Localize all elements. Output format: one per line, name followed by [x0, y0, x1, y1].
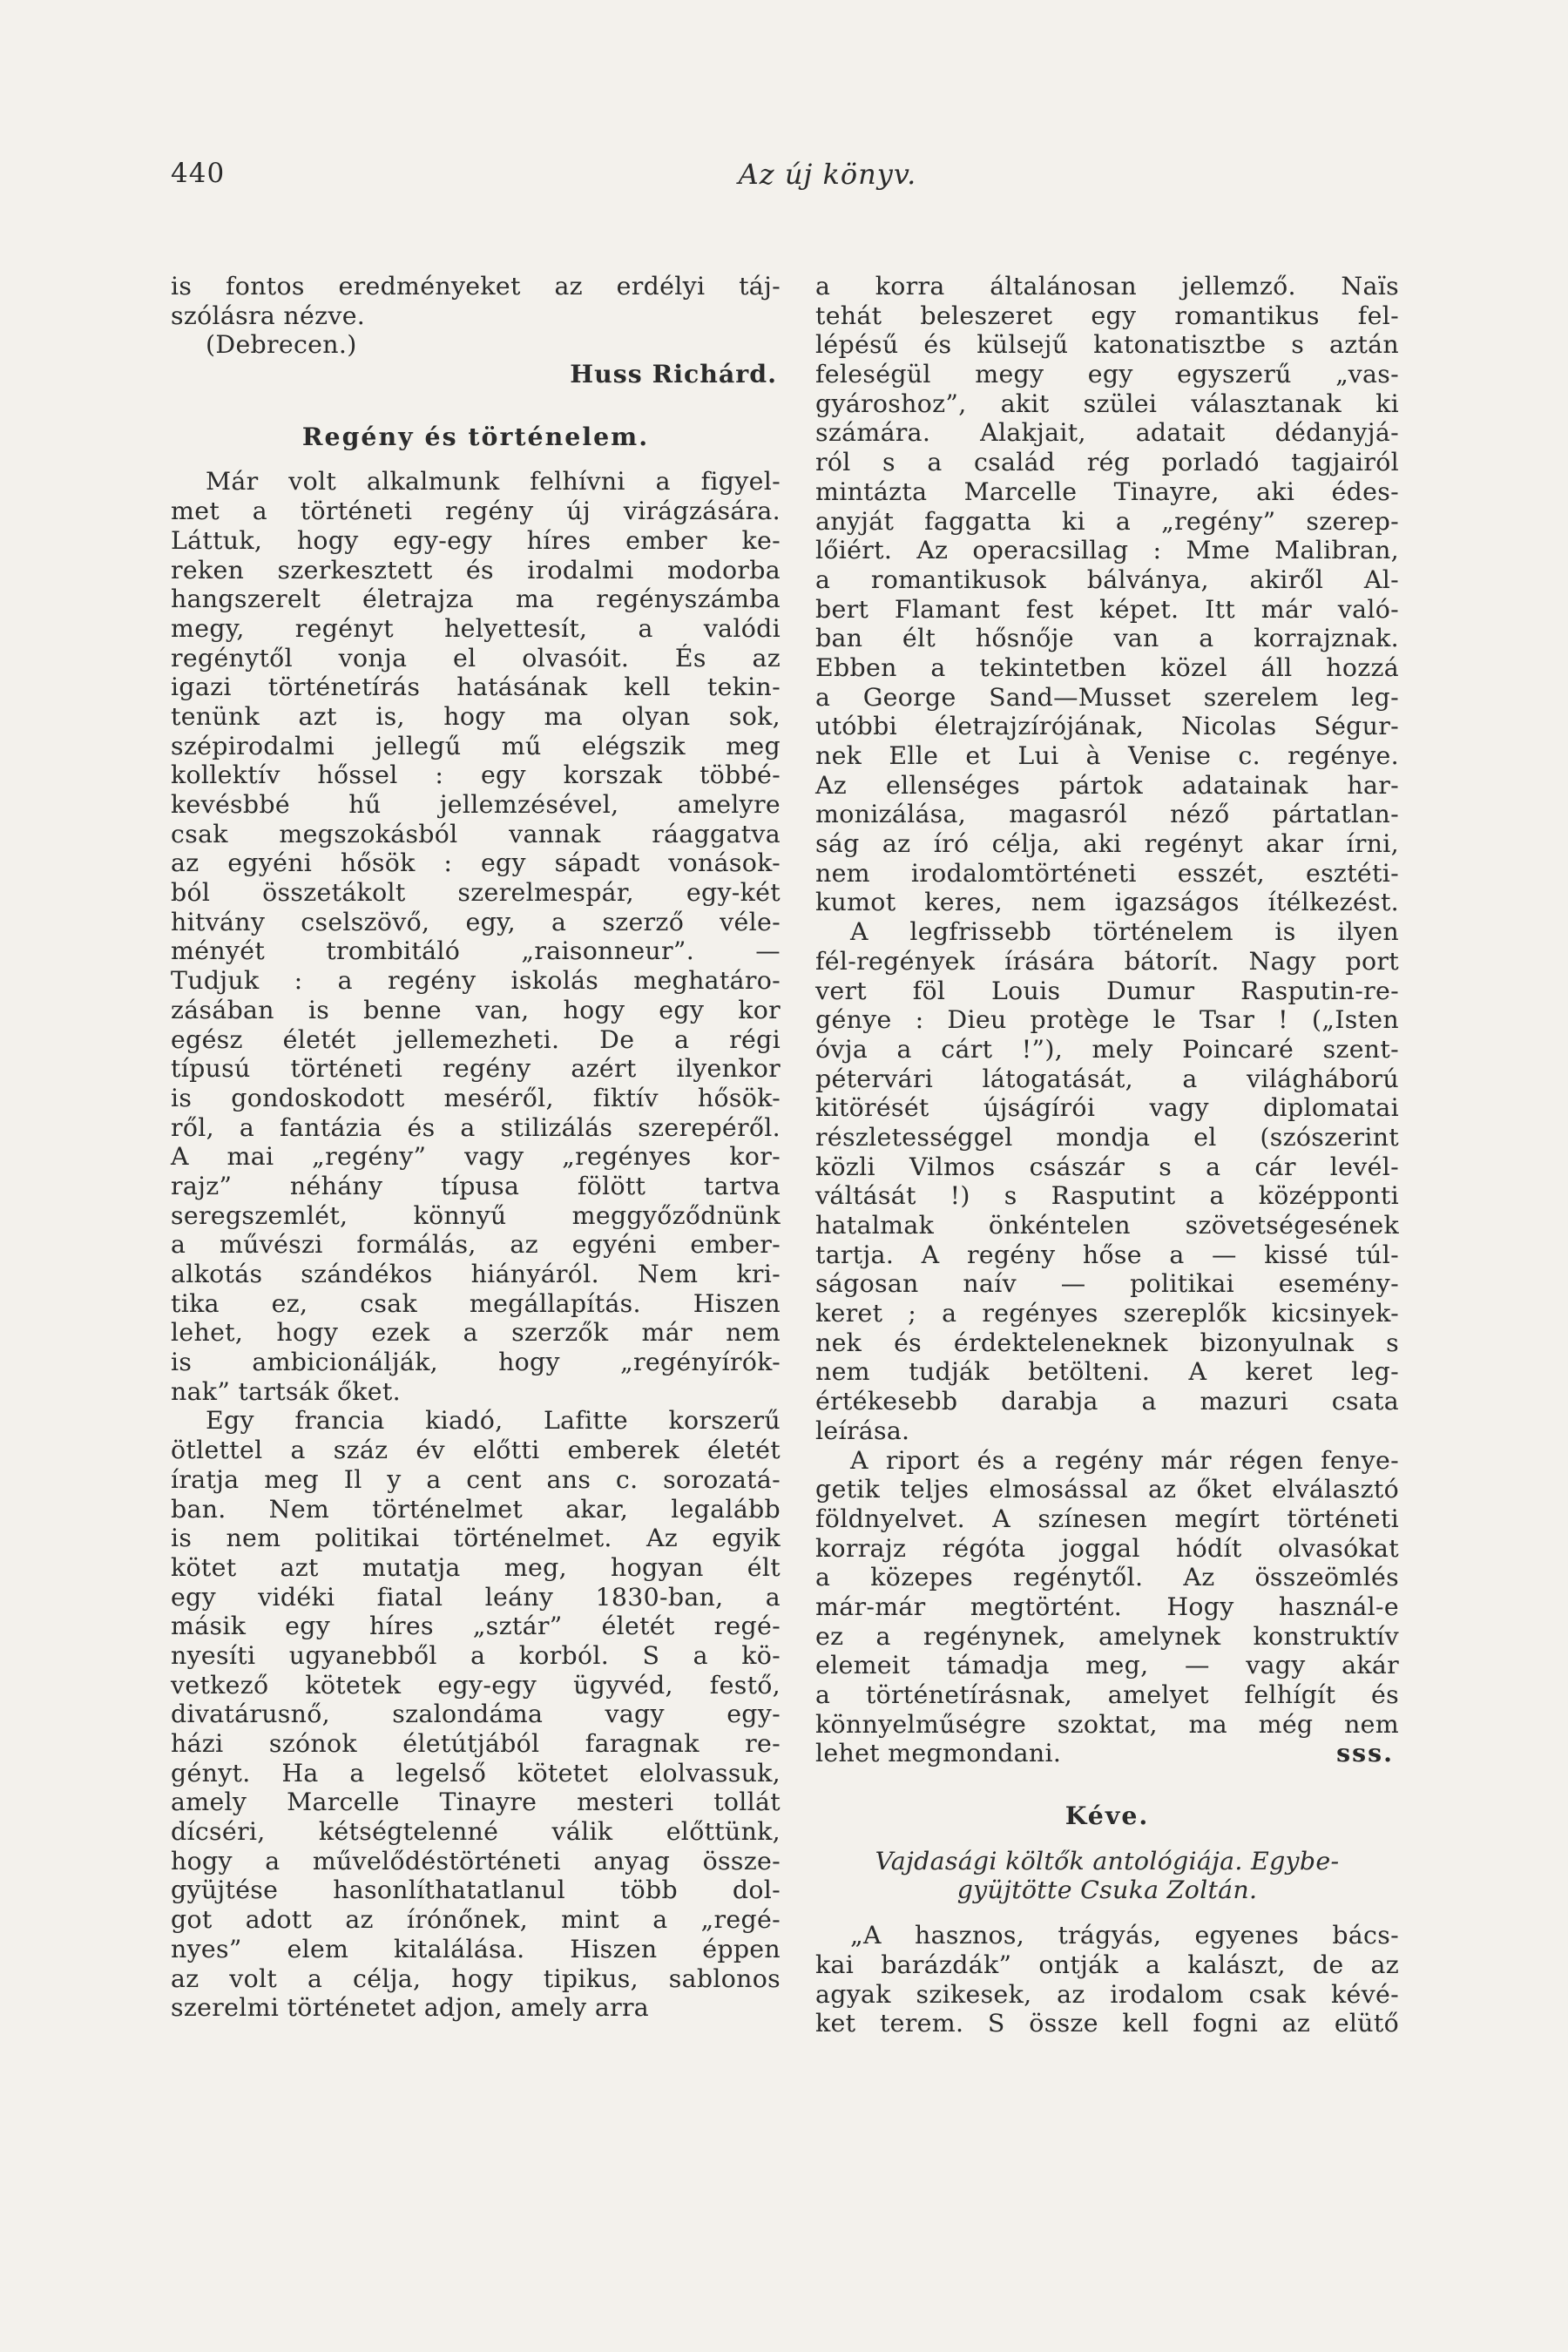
text-line: egész életét jellemezheti. De a régi [171, 1024, 781, 1054]
text-line: korrajz régóta joggal hódít olvasókat [815, 1533, 1399, 1563]
text-line: lehet, hogy ezek a szerzők már nem [171, 1318, 781, 1348]
text-line: bert Flamant fest képet. Itt már való- [815, 594, 1399, 624]
text-line: a romantikusok bálványa, akiről Al- [815, 564, 1399, 594]
page-header [0, 158, 1568, 193]
text-line: közli Vilmos császár s a cár levél- [815, 1152, 1399, 1181]
text-line: tika ez, csak megállapítás. Hiszen [171, 1288, 781, 1318]
text-line: lépésű és külsejű katonatisztbe s aztán [815, 330, 1399, 360]
text-line: hitvány cselszövő, egy, a szerző véle- [171, 907, 781, 936]
article-body-continued [815, 272, 1399, 1739]
text-line: földnyelvet. A színesen megírt történeti [815, 1504, 1399, 1533]
article-body [171, 467, 781, 2022]
text-line: tehát beleszeret egy romantikus fel- [815, 301, 1399, 330]
author-signature: Huss Richárd. [570, 359, 777, 389]
text-line: tenünk azt is, hogy ma olyan sok, [171, 701, 781, 731]
text-line: Már volt alkalmunk felhívni a figyel- [206, 467, 781, 497]
text-line: másik egy híres „sztár” életét regé- [171, 1612, 781, 1641]
text-line: „A hasznos, trágyás, egyenes bács- [850, 1921, 1399, 1950]
text-line: ről, a fantázia és a stilizálás szerepéről. [171, 1112, 781, 1142]
page-number: 440 [171, 158, 226, 189]
text-line: nyesíti ugyanebből a korból. S a kö- [171, 1640, 781, 1670]
subtitle-line: Vajdasági költők antológiája. Egybe- [875, 1846, 1340, 1876]
text-line: Tudjuk : a regény iskolás meghatáro- [171, 966, 781, 996]
text-line: a George Sand—Musset szerelem leg- [815, 682, 1399, 712]
subtitle-line: gyüjtötte Csuka Zoltán. [956, 1876, 1258, 1905]
text-line: a korra általánosan jellemző. Naïs [815, 272, 1399, 301]
text-line: ság az író célja, aki regényt akar írni, [815, 829, 1399, 859]
text-line: csak megszokásból vannak ráaggatva [171, 819, 781, 848]
text-line: is ambicionálják, hogy „regényírók- [171, 1348, 781, 1377]
text-line: elemeit támadja meg, — vagy akár [815, 1651, 1399, 1680]
text-line: génye : Dieu protège le Tsar ! („Isten [815, 1005, 1399, 1035]
text-line: kevésbbé hű jellemzésével, amelyre [171, 790, 781, 819]
text-line: igazi történetírás hatásának kell tekin- [171, 672, 781, 702]
text-line: is nem politikai történelmet. Az egyik [171, 1524, 781, 1553]
text-line: ban élt hősnője van a korrajznak. [815, 624, 1399, 653]
text-line: agyak szikesek, az irodalom csak kévé- [815, 1979, 1399, 2009]
text-line: Az ellenséges pártok adatainak har- [815, 770, 1399, 800]
author-signature: sss. [1336, 1738, 1394, 1768]
place-line: (Debrecen.) [206, 330, 357, 360]
text-line: mintázta Marcelle Tinayre, aki édes- [815, 476, 1399, 506]
text-line: ményét trombitáló „raisonneur”. — [171, 936, 781, 966]
text-line: anyját faggatta ki a „regény” szerep- [815, 506, 1399, 536]
text-line: leírása. [815, 1416, 910, 1445]
text-line: tartja. A regény hőse a — kissé túl- [815, 1240, 1399, 1269]
text-line: amely Marcelle Tinayre mesteri tollát [171, 1788, 781, 1817]
text-line: seregszemlét, könnyű meggyőződnünk [171, 1200, 781, 1230]
text-line: reken szerkesztett és irodalmi modorba [171, 555, 781, 585]
text-line: a történetírásnak, amelyet felhígít és [815, 1680, 1399, 1709]
review-body [815, 1921, 1399, 2038]
text-line: met a történeti regény új virágzására. [171, 497, 781, 526]
text-line: gyüjtése hasonlíthatatlanul több dol- [171, 1876, 781, 1905]
text-line: házi szónok életútjából faragnak re- [171, 1729, 781, 1758]
text-line: típusú történeti regény azért ilyenkor [171, 1054, 781, 1084]
text-line: gényt. Ha a legelső kötetet elolvassuk, [171, 1758, 781, 1788]
section-title: Kéve. [1064, 1801, 1150, 1831]
text-line: nem tudják betölteni. A keret leg- [815, 1357, 1399, 1387]
text-line: hogy a művelődéstörténeti anyag össze- [171, 1846, 781, 1876]
text-line: vetkező kötetek egy-egy ügyvéd, festő, [171, 1670, 781, 1700]
text-line: szépirodalmi jellegű mű elégszik meg [171, 731, 781, 760]
text-line: hangszerelt életrajza ma regényszámba [171, 585, 781, 614]
text-line: hatalmak önkéntelen szövetségesének [815, 1211, 1399, 1240]
text-line: váltását !) s Rasputint a középponti [815, 1181, 1399, 1211]
left-column [171, 272, 781, 2023]
text-line: a közepes regénytől. Az összeömlés [815, 1563, 1399, 1592]
text-line: nek és érdekteleneknek bizonyulnak s [815, 1328, 1399, 1357]
text-line: már-már megtörtént. Hogy használ-e [815, 1592, 1399, 1621]
text-line: nem irodalomtörténeti esszét, esztéti- [815, 858, 1399, 888]
text-line: ban. Nem történelmet akar, legalább [171, 1494, 781, 1524]
text-line: is fontos eredményeket az erdélyi táj- [171, 272, 781, 301]
running-title: Az új könyv. [738, 158, 917, 191]
text-line: a művészi formálás, az egyéni ember- [171, 1230, 781, 1260]
text-line: szólásra nézve. [171, 301, 366, 330]
right-column [815, 272, 1399, 2038]
text-line: könnyelműségre szoktat, ma még nem [815, 1709, 1399, 1739]
text-line: keret ; a regényes szereplők kicsinyek- [815, 1299, 1399, 1328]
text-line: got adott az írónőnek, mint a „regé- [171, 1905, 781, 1935]
text-line: A legfrissebb történelem is ilyen [850, 917, 1399, 947]
text-line: szerelmi történetet adjon, amely arra [171, 1993, 650, 2023]
text-line: kötet azt mutatja meg, hogyan élt [171, 1552, 781, 1582]
text-line: alkotás szándékos hiányáról. Nem kri- [171, 1260, 781, 1288]
text-line: Egy francia kiadó, Lafitte korszerű [206, 1406, 781, 1436]
text-line: A mai „regény” vagy „regényes kor- [171, 1142, 781, 1172]
text-line: kai barázdák” ontják a kalászt, de az [815, 1950, 1399, 1979]
text-line: gyároshoz”, akit szülei választanak ki [815, 389, 1399, 418]
text-line: megy, regényt helyettesít, a valódi [171, 613, 781, 643]
text-line: monizálása, magasról néző pártatlan- [815, 800, 1399, 829]
text-line: nek Elle et Lui à Venise c. regénye. [815, 741, 1399, 770]
text-line: ról s a család rég porladó tagjairól [815, 448, 1399, 477]
text-line: lőiért. Az operacsillag : Mme Malibran, [815, 536, 1399, 565]
section-title: Regény és történelem. [301, 421, 650, 451]
text-line: ez a regénynek, amelynek konstruktív [815, 1621, 1399, 1651]
text-line: egy vidéki fiatal leány 1830-ban, a [171, 1582, 781, 1612]
text-line: rajz” néhány típusa fölött tartva [171, 1171, 781, 1200]
text-line: az volt a célja, hogy tipikus, sablonos [171, 1963, 781, 1993]
text-line: dícséri, kétségtelenné válik előttünk, [171, 1817, 781, 1847]
text-line: is gondoskodott meséről, fiktív hősök- [171, 1083, 781, 1112]
text-line: óvja a cárt !”), mely Poincaré szent- [815, 1034, 1399, 1064]
text-line: értékesebb darabja a mazuri csata [815, 1387, 1399, 1416]
text-line: kollektív hőssel : egy korszak többé- [171, 760, 781, 790]
text-line: vert föl Louis Dumur Rasputin-re- [815, 976, 1399, 1005]
text-line: divatárusnő, szalondáma vagy egy- [171, 1700, 781, 1729]
text-line: getik teljes elmosással az őket elválasztó [815, 1475, 1399, 1504]
text-line: Ebben a tekintetben közel áll hozzá [815, 652, 1399, 682]
text-line: számára. Alakjait, adatait dédanyjá- [815, 418, 1399, 448]
text-line: Láttuk, hogy egy-egy híres ember ke- [171, 525, 781, 555]
text-line: az egyéni hősök : egy sápadt vonások- [171, 848, 781, 878]
closing-line [815, 1739, 1399, 1768]
text-line: regénytől vonja el olvasóit. És az [171, 643, 781, 672]
text-line: kumot keres, nem igazságos ítélkezést. [815, 888, 1399, 917]
text-line: zásában is benne van, hogy egy kor [171, 995, 781, 1024]
text-line: fél-regények írására bátorít. Nagy port [815, 946, 1399, 976]
text-line: kitörését újságírói vagy diplomatai [815, 1093, 1399, 1123]
closing-text: lehet megmondani. [815, 1739, 1062, 1768]
text-line: ból összetákolt szerelmespár, egy-két [171, 878, 781, 908]
text-line: nak” tartsák őket. [171, 1376, 401, 1406]
text-line: nyes” elem kitalálása. Hiszen éppen [171, 1934, 781, 1963]
text-line: részletességgel mondja el (szószerint [815, 1122, 1399, 1152]
text-line: feleségül megy egy egyszerű „vas- [815, 360, 1399, 389]
text-line: pétervári látogatását, a világháború [815, 1064, 1399, 1093]
text-line: ötlettel a száz év előtti emberek életét [171, 1436, 781, 1465]
text-line: ket terem. S össze kell fogni az elütő [815, 2009, 1399, 2038]
text-line: íratja meg Il y a cent ans c. sorozatá- [171, 1464, 781, 1494]
text-line: utóbbi életrajzírójának, Nicolas Ségur- [815, 712, 1399, 741]
text-line: ságosan naív — politikai esemény- [815, 1269, 1399, 1299]
text-line: A riport és a regény már régen fenye- [850, 1445, 1399, 1475]
book-subtitle [815, 1847, 1399, 1905]
